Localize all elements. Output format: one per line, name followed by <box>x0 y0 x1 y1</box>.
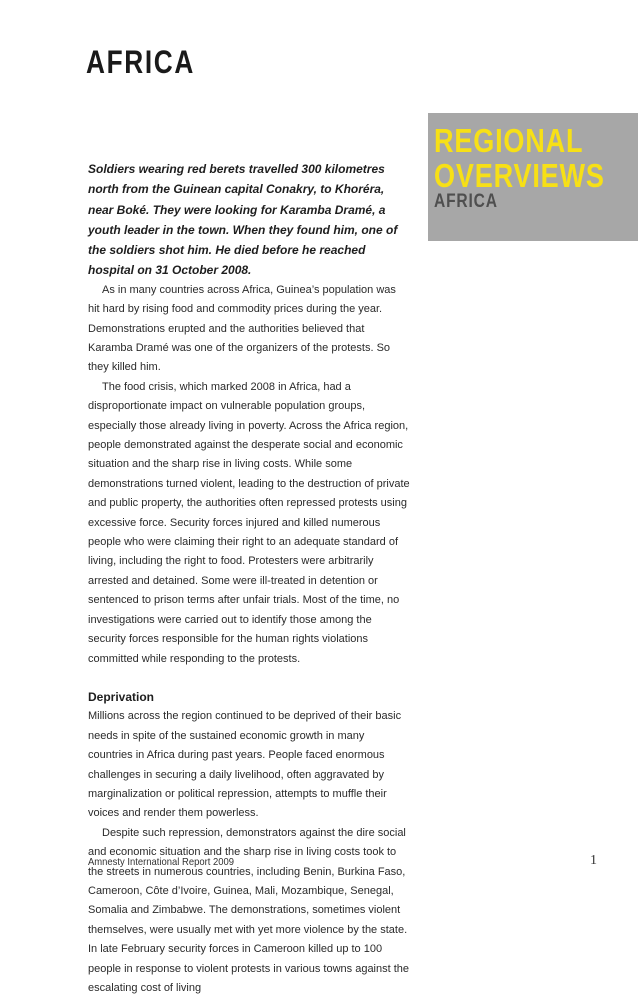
article-body <box>88 159 410 998</box>
section-heading-deprivation: Deprivation <box>88 689 155 704</box>
paragraph-4: Despite such repression, demonstrators against the dire social and economic situation and the sharp rise in living costs took to the streets in numerous countries, including Benin, Burkina Faso, Cameroon, Côte d’Ivoire, Guinea, Mali, Mozambique, Senegal, Somalia and Zimbabwe. The demonstrations, sometimes violent themselves, were usually met with yet more violence by the state. In late February security forces in Cameroon killed up to 100 people in response to violent protests in various towns against the escalating cost of living <box>88 826 410 994</box>
paragraph-1: As in many countries across Africa, Guinea’s population was hit hard by rising food and commodity prices during the year. Demonstrations erupted and the authorities believed that Karamba Dramé was one of the organizers of the protests. So they killed him. <box>88 283 396 374</box>
lede-paragraph: Soldiers wearing red berets travelled 300 kilometres north from the Guinean capital Conakry, to Khoréra, near Boké. They were looking for Karamba Dramé, a youth leader in the town. When they found him, one of the soldiers shot him. He died before he reached hospital on 31 October 2008. <box>88 162 398 278</box>
footer-publication: Amnesty International Report 2009 <box>88 856 235 868</box>
banner-title-line2: OVERVIEWS <box>434 157 605 194</box>
paragraph-3: Millions across the region continued to be deprived of their basic needs in spite of the sustained economic growth in many countries in Africa during past years. People faced enormous challenges in securing a daily livelihood, often aggravated by marginalization or political repression, attempts to muffle their voices and render them powerless. <box>88 710 402 820</box>
page-title: AFRICA <box>86 44 195 80</box>
page-number: 1 <box>590 853 597 868</box>
banner-title-line1: REGIONAL <box>434 122 584 159</box>
banner-title <box>434 123 605 193</box>
paragraph-2: The food crisis, which marked 2008 in Africa, had a disproportionate impact on vulnerable population groups, especially those already living in poverty. Across the Africa region, people demonstrated against the desperate social and economic situation and the sharp rise in living costs. While some demonstrations turned violent, leading to the destruction of private and public property, the authorities often repressed protests using excessive force. Security forces injured and killed numerous people who were claiming their right to an adequate standard of living, including the right to food. Protesters were arbitrarily arrested and detained. Some were ill-treated in detention or sentenced to prison terms after unfair trials. Most of the time, no investigations were carried out to identify those among the security forces responsible for the human rights violations committed while responding to the protests. <box>88 380 410 665</box>
banner-subtitle: AFRICA <box>434 191 498 212</box>
section-banner <box>428 113 638 241</box>
